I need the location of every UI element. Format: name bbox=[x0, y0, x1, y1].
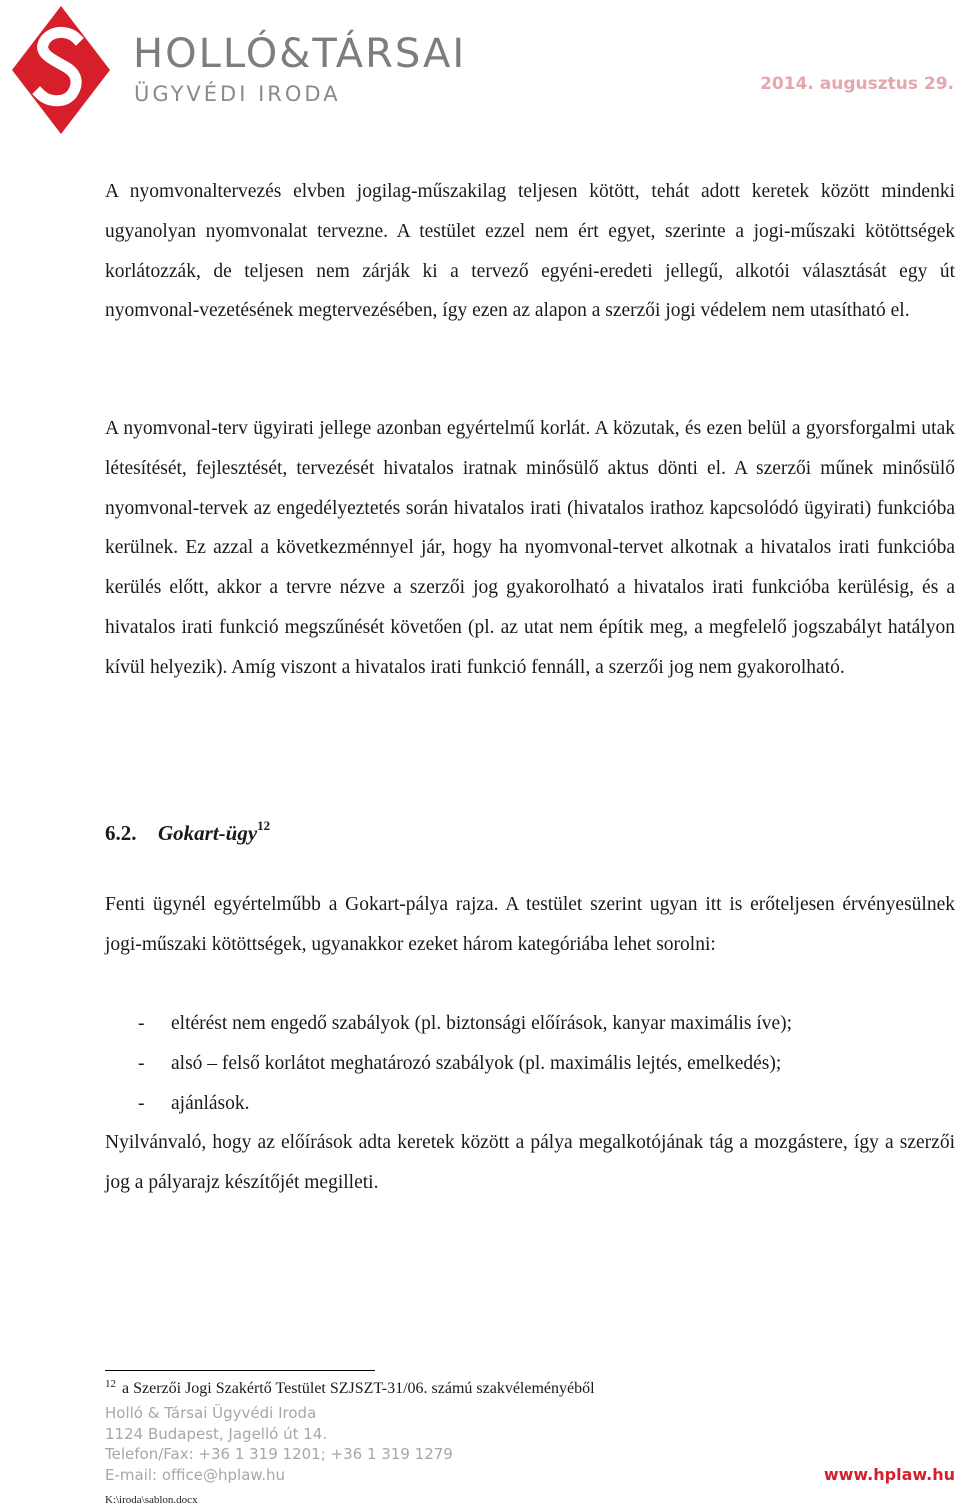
list-item-text: eltérést nem engedő szabályok (pl. biztonsági előírások, kanyar maximális íve); bbox=[171, 1013, 793, 1034]
footnote-text: a Szerzői Jogi Szakértő Testület SZJSZT-31/06. számú szakvéleményéből bbox=[122, 1380, 595, 1397]
section-heading bbox=[105, 806, 955, 853]
footer-email: E-mail: office@hplaw.hu bbox=[105, 1466, 286, 1484]
footer-address: 1124 Budapest, Jagelló út 14. bbox=[105, 1425, 328, 1443]
bullet-marker: - bbox=[138, 1092, 145, 1114]
bullet-list bbox=[105, 1004, 955, 1123]
paragraph-1: A nyomvonaltervezés elvben jogilag-műszakilag teljesen kötött, tehát adott keretek között mindenki ugyanolyan nyomvonalat tervezne. A testület ezzel nem ért egyet, szerinte a jogi-műszaki kötöttségek korlátozzák, de teljesen nem zárják ki a tervező egyéni-eredeti jellegű, alkotói választását egy út nyomvonal-vezetésének megtervezésében, így ezen az alapon a szerzői jogi védelem nem utasítható el. bbox=[105, 181, 955, 322]
list-item bbox=[105, 1044, 955, 1084]
document-date: 2014. augusztus 29. bbox=[760, 74, 954, 94]
paragraph-4: Nyilvánvaló, hogy az előírások adta keretek között a pálya megalkotójának tág a mozgástere, így a szerzői jog a pályarajz készítőjét megilleti. bbox=[105, 1132, 955, 1193]
bullet-marker: - bbox=[138, 1013, 145, 1034]
footnote-separator bbox=[105, 1370, 375, 1371]
brand-name: HOLLÓ&TÁRSAI bbox=[133, 31, 467, 77]
paragraph-2: A nyomvonal-terv ügyirati jellege azonban egyértelmű korlát. A közutak, és ezen belül a gyorsforgalmi utak létesítését, fejlesztését, tervezését hivatalos iratnak minősülő aktus dönti el. A szerzői műnek minősülő nyomvonal-tervek az engedélyeztetés során hivatalos irati (hivatalos irathoz kapcsolódó ügyirati) funkcióba kerülnek. Ez azzal a következménnyel jár, hogy ha nyomvonal-tervet alkotnak a hivatalos irati funkcióba kerülés előtt, akkor a tervre nézve a szerzői jog gyakorolható a hivatalos irati funkcióba kerülésig, és a hivatalos irati funkció megszűnését követően (pl. az utat nem építik meg, a megfelelő jogszabályt hatályon kívül helyezik). Amíg viszont a hivatalos irati funkció fennáll, a szerzői jog nem gyakorolható. bbox=[105, 418, 955, 678]
footnote bbox=[105, 1378, 595, 1398]
footnote-reference: 12 bbox=[257, 818, 271, 833]
footer-phone: Telefon/Fax: +36 1 319 1201; +36 1 319 1279 bbox=[105, 1445, 453, 1463]
bullet-marker: - bbox=[138, 1052, 145, 1074]
footer-firm-name: Holló & Társai Ügyvédi Iroda bbox=[105, 1404, 317, 1422]
list-item bbox=[105, 1004, 955, 1044]
paragraph-3: Fenti ügynél egyértelműbb a Gokart-pálya rajza. A testület szerint ugyan itt is erőteljesen érvényesülnek jogi-műszaki kötöttségek, ugyanakkor ezeket három kategóriába lehet sorolni: bbox=[105, 894, 955, 955]
file-path: K:\iroda\sablon.docx bbox=[105, 1494, 198, 1506]
footer-website-link[interactable]: www.hplaw.hu bbox=[823, 1465, 955, 1484]
list-item-text: ajánlások. bbox=[171, 1092, 250, 1114]
list-item bbox=[105, 1084, 955, 1124]
section-title: Gokart-ügy bbox=[158, 821, 258, 845]
section-number: 6.2. bbox=[105, 821, 137, 845]
list-item-text: alsó – felső korlátot meghatározó szabályok (pl. maximális lejtés, emelkedés); bbox=[171, 1052, 782, 1074]
brand-subtitle: ÜGYVÉDI IRODA bbox=[134, 82, 341, 106]
logo bbox=[10, 4, 112, 136]
footnote-number: 12 bbox=[105, 1378, 116, 1390]
